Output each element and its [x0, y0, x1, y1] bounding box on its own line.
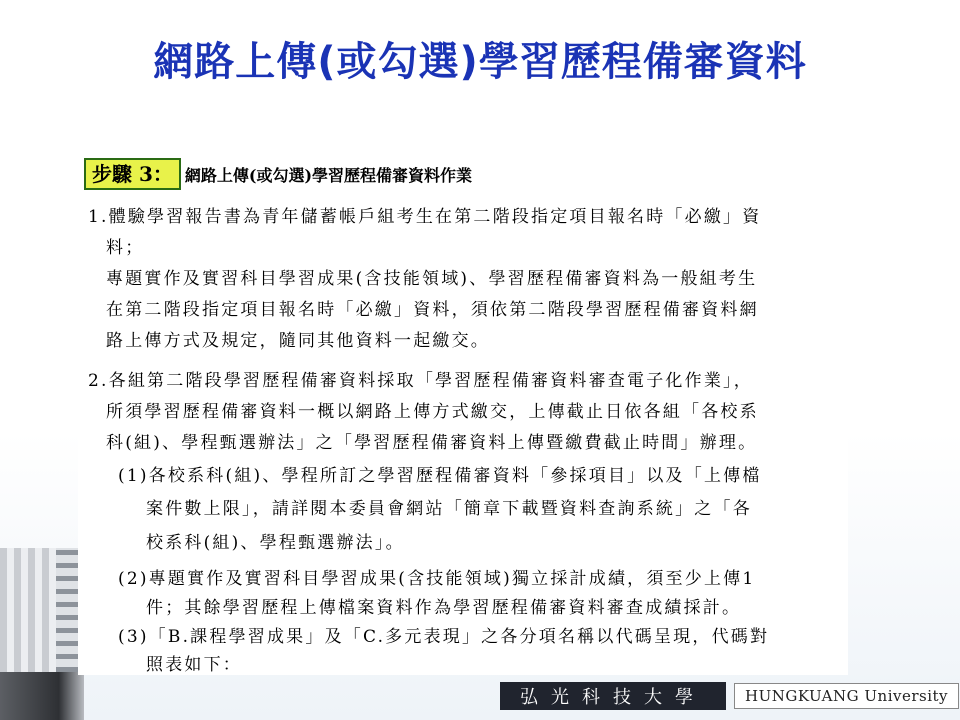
- paragraph-line: 校系科(組)、學程甄選辦法」。: [146, 533, 405, 553]
- step-title: 網路上傳(或勾選)學習歷程備審資料作業: [184, 165, 473, 185]
- paragraph-line: 路上傳方式及規定，隨同其他資料一起繳交。: [106, 331, 490, 351]
- school-name-chinese: 弘光科技大學: [500, 682, 726, 710]
- paragraph-line: 件；其餘學習歷程上傳檔案資料作為學習歷程備審資料審查成績採計。: [146, 598, 742, 618]
- paragraph-line: 專題實作及實習科目學習成果(含技能領域)、學習歷程備審資料為一般組考生: [106, 269, 758, 289]
- building-base: [0, 672, 84, 720]
- slide-title: 網路上傳(或勾選)學習歷程備審資料: [153, 39, 807, 85]
- paragraph-line: 2.各組第二階段學習歷程備審資料採取「學習歷程備審資料審查電子化作業」，: [88, 371, 753, 391]
- paragraph-line: (1)各校系科(組)、學程所訂之學習歷程備審資料「參採項目」以及「上傳檔: [118, 466, 762, 486]
- paragraph-line: (3)「B.課程學習成果」及「C.多元表現」之各分項名稱以代碼呈現，代碼對: [118, 627, 770, 647]
- step-label: 步驟 3：: [84, 158, 181, 190]
- step-header: [84, 158, 472, 190]
- paragraph-line: 所須學習歷程備審資料一概以網路上傳方式繳交，上傳截止日依各組「各校系: [106, 402, 759, 422]
- paragraph-line: (2)專題實作及實習科目學習成果(含技能領域)獨立採計成績，須至少上傳1: [118, 569, 756, 589]
- paragraph-line: 照表如下：: [146, 655, 242, 675]
- paragraph-line: 科(組)、學程甄選辦法」之「學習歷程備審資料上傳暨繳費截止時間」辦理。: [106, 433, 758, 453]
- building-photo: [0, 548, 84, 720]
- document-excerpt: [78, 150, 848, 675]
- paragraph-line: 在第二階段指定項目報名時「必繳」資料，須依第二階段學習歷程備審資料網: [106, 300, 759, 320]
- paragraph-line: 1.體驗學習報告書為青年儲蓄帳戶組考生在第二階段指定項目報名時「必繳」資: [88, 207, 762, 227]
- paragraph-line: 案件數上限」，請詳閱本委員會網站「簡章下載暨資料查詢系統」之「各: [146, 499, 752, 519]
- school-name-english: HUNGKUANG University: [734, 683, 959, 709]
- school-banner: [500, 682, 960, 710]
- paragraph-line: 料；: [106, 238, 145, 258]
